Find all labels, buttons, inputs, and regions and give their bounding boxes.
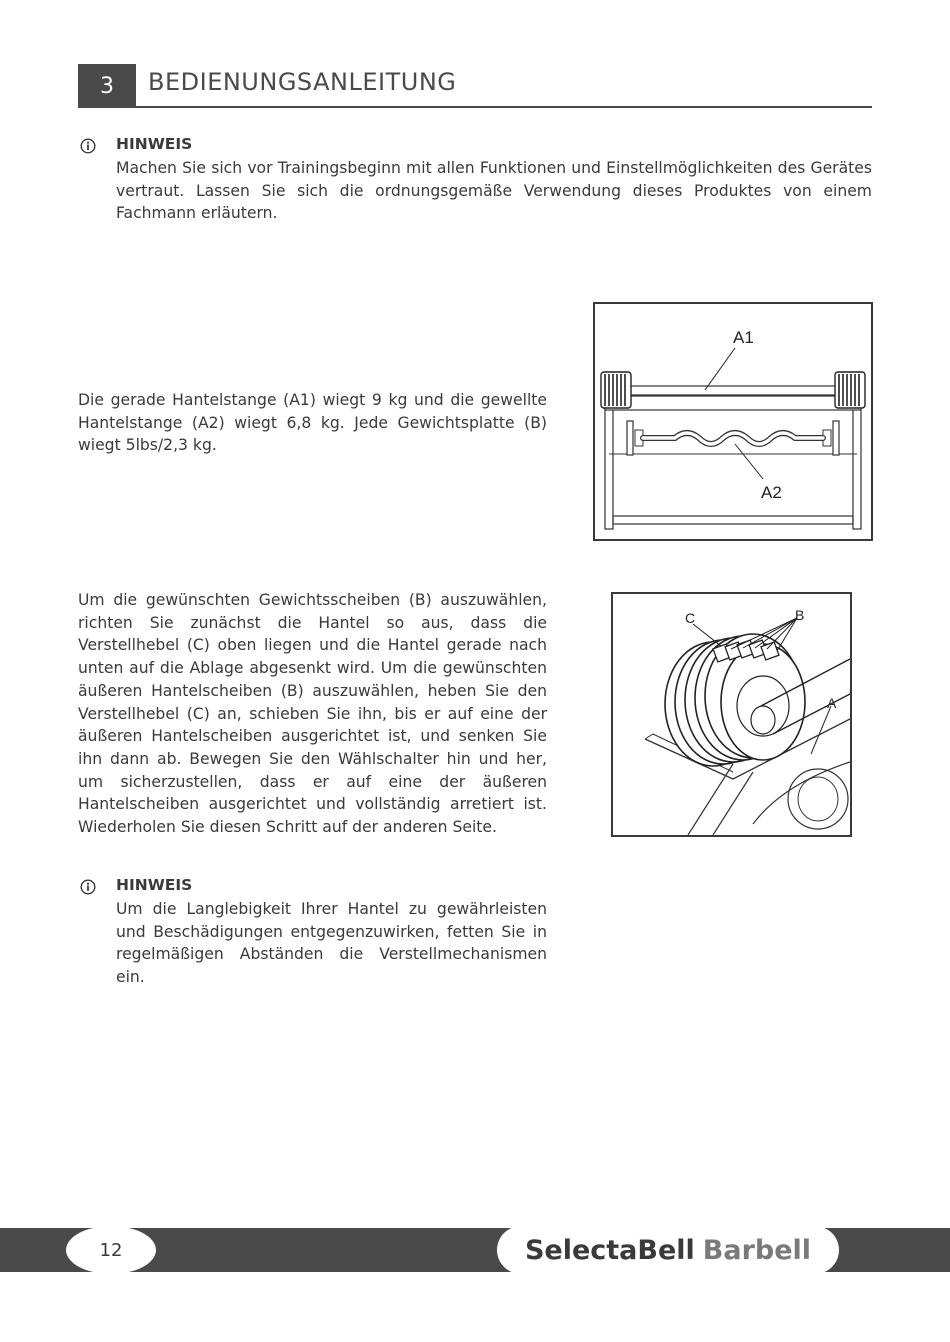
note-title: HINWEIS [116,135,193,153]
barbell-weight-text: Die gerade Hantelstange (A1) wiegt 9 kg und die gewellte Hantelstange (A2) wiegt 6,8 kg. Jede Gewichtsplatte (B) wiegt 5lbs/2,3 kg. [78,391,547,455]
label-b: B [795,607,805,623]
chapter-title: BEDIENUNGSANLEITUNG [148,68,457,96]
brand-product: Barbell [702,1234,812,1266]
info-icon [80,879,96,895]
barbell-rack-figure [593,302,873,541]
header-rule [136,106,872,108]
label-a: A [827,695,837,711]
label-a2: A2 [761,483,782,502]
label-c: C [685,610,696,626]
note-title: HINWEIS [116,876,193,894]
brand-logo [497,1226,839,1274]
selection-instructions-text: Um die gewünschten Gewichtsscheiben (B) auszuwählen, richten Sie zunächst die Hantel so aus, dass die Verstellhebel (C) oben liegen und die Hantel gerade nach unten auf die Ablage abgesenkt wird. Um die gewünschten äußeren Hantelscheiben (B) auszuwählen, heben Sie den Verstellhebel (C) an, schieben Sie ihn, bis er auf eine der äußeren Hantelscheiben ausgerichtet ist, und senken Sie ihn dann ab. Bewegen Sie den Wählschalter hin und her, um sicherzustellen, dass er auf eine der äußeren Hantelscheiben ausgerichtet und vollständig arretiert ist. Wiederholen Sie diesen Schritt auf der anderen Seite. [78,591,547,837]
info-icon [80,138,96,154]
note-text: Machen Sie sich vor Trainingsbeginn mit allen Funktionen und Einstellmöglichkeiten des Gerätes vertraut. Lassen Sie sich die ordnungsgemäße Verwendung dieses Produktes von einem Fachmann erläutern. [116,159,872,223]
page-number: 12 [66,1226,156,1274]
label-a1: A1 [733,328,754,347]
note-text: Um die Langlebigkeit Ihrer Hantel zu gewährleisten und Beschädigungen entgegenzuwirken, fetten Sie in regelmäßigen Abständen die Verstellmechanismen ein. [116,900,547,987]
brand-name: SelectaBell [524,1234,695,1266]
weight-selector-figure [611,592,852,837]
chapter-number: 3 [78,64,136,108]
